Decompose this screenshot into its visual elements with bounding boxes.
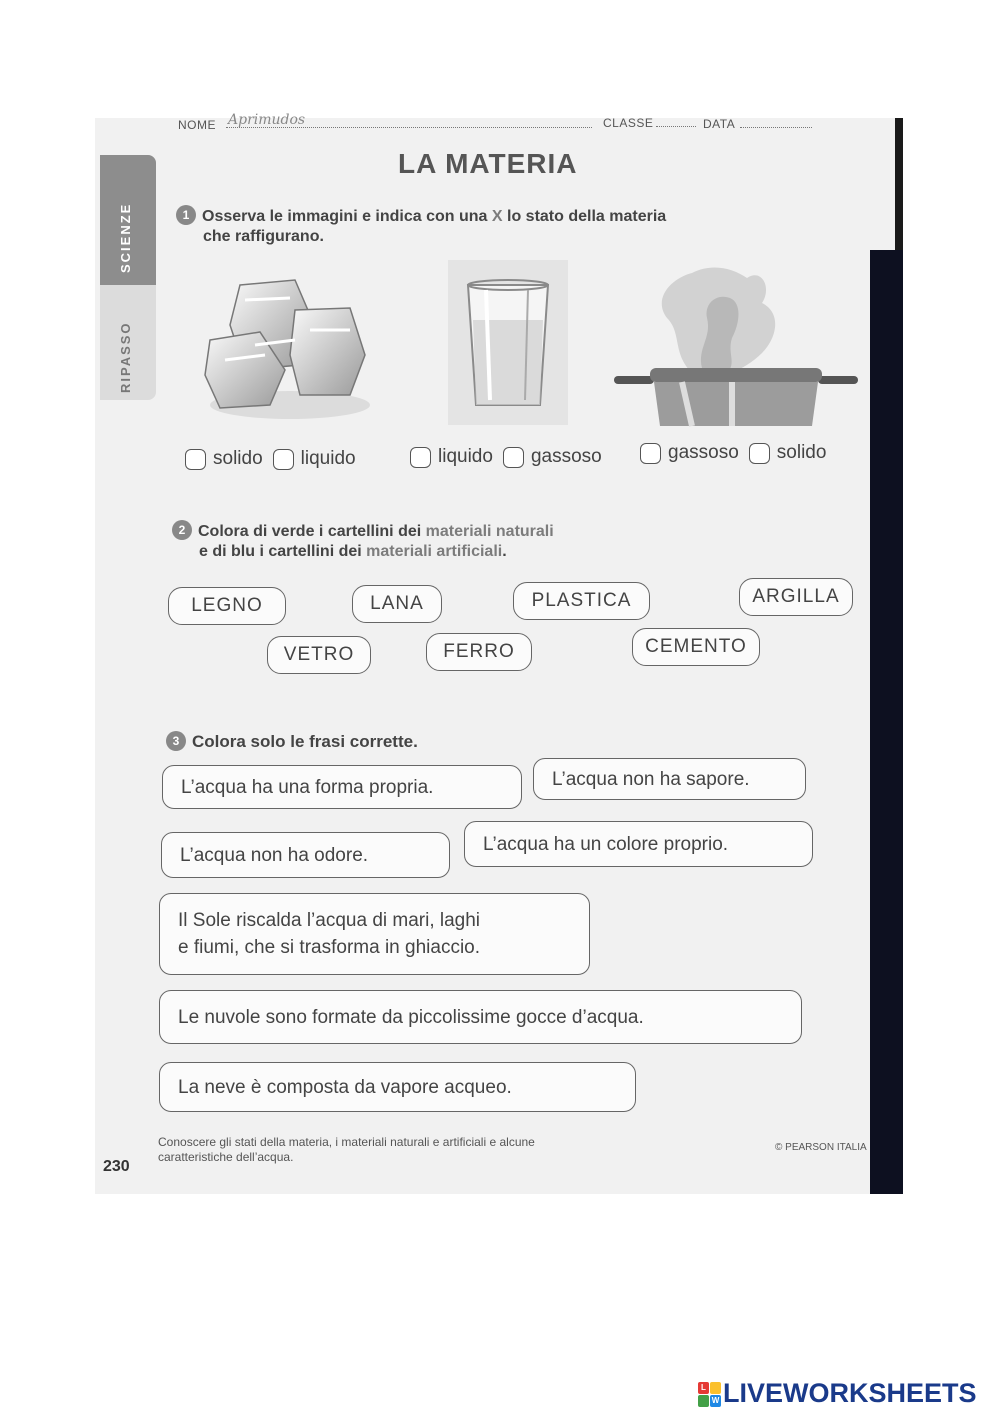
logo-letter: W (711, 1395, 720, 1405)
option-label: gassoso (530, 446, 602, 467)
data-line[interactable] (740, 127, 812, 128)
exercise2-highlight-natural: materiali naturali (425, 523, 554, 540)
exercise2-text-a: Colora di verde i cartellini dei (198, 523, 422, 540)
option-ice-solido[interactable] (185, 448, 263, 470)
exercise1-text-c: che raffigurano. (203, 228, 324, 245)
ice-cubes-image (200, 270, 375, 430)
checkbox[interactable] (185, 449, 206, 470)
option-label: gassoso (668, 442, 739, 463)
word-card-argilla[interactable]: ARGILLA (739, 578, 853, 616)
checkbox[interactable] (503, 447, 524, 468)
section-side-tab (100, 155, 156, 400)
word-card-lana[interactable]: LANA (352, 585, 442, 623)
nome-label: NOME (178, 118, 216, 132)
side-tab-ripasso: RIPASSO (118, 321, 133, 393)
liveworksheets-logo-icon (698, 1382, 720, 1406)
checkbox[interactable] (273, 449, 294, 470)
word-card-plastica[interactable]: PLASTICA (513, 582, 650, 620)
exercise1-options-pot (640, 442, 836, 464)
logo-letter: L (698, 1382, 709, 1394)
page-number: 230 (103, 1158, 130, 1175)
checkbox[interactable] (640, 443, 661, 464)
word-card-ferro[interactable]: FERRO (426, 633, 532, 671)
sentence-card-sapore[interactable]: L’acqua non ha sapore. (533, 758, 806, 800)
exercise2-instruction (172, 520, 554, 562)
option-label: solido (776, 442, 827, 463)
exercise1-number: 1 (176, 205, 196, 225)
checkbox[interactable] (749, 443, 770, 464)
exercise1-instruction (176, 205, 666, 247)
nome-line[interactable] (226, 127, 592, 128)
option-ice-liquido[interactable] (273, 448, 356, 470)
footer-line-2: caratteristiche dell’acqua. (158, 1150, 294, 1164)
checkbox[interactable] (410, 447, 431, 468)
sentence-card-nuvole[interactable]: Le nuvole sono formate da piccolissime gocce d’acqua. (159, 990, 802, 1044)
steaming-pot-image (612, 258, 860, 428)
exercise2-text-b: e di blu i cartellini dei (199, 543, 362, 560)
option-pot-solido[interactable] (749, 442, 827, 464)
sentence-card-colore[interactable]: L’acqua ha un colore proprio. (464, 821, 813, 867)
exercise3-text: Colora solo le frasi corrette. (192, 732, 418, 751)
sentence-line: e fiumi, che si trasforma in ghiaccio. (178, 937, 481, 958)
exercise3-instruction (166, 731, 418, 752)
water-glass-image (448, 260, 568, 425)
classe-label: CLASSE (603, 116, 654, 130)
option-glass-liquido[interactable] (410, 446, 493, 468)
footer-description (158, 1135, 718, 1165)
exercise2-number: 2 (172, 520, 192, 540)
logo-block (710, 1382, 721, 1394)
copyright-notice: © PEARSON ITALIA (775, 1142, 867, 1153)
logo-block (698, 1395, 709, 1407)
liveworksheets-brand[interactable] (698, 1378, 977, 1409)
exercise1-options-ice (185, 448, 366, 470)
sentence-line: Il Sole riscalda l’acqua di mari, laghi (178, 910, 481, 931)
option-glass-gassoso[interactable] (503, 446, 602, 468)
exercise1-text-x: X (491, 208, 503, 225)
option-label: solido (213, 448, 263, 469)
word-card-vetro[interactable]: VETRO (267, 636, 371, 674)
exercise2-period: . (502, 543, 507, 560)
word-card-legno[interactable]: LEGNO (168, 587, 286, 625)
exercise1-text-a: Osserva le immagini e indica con una (202, 208, 488, 225)
option-label: liquido (300, 448, 356, 469)
exercise1-options-glass (410, 446, 612, 468)
word-card-cemento[interactable]: CEMENTO (632, 628, 760, 666)
nome-handwriting: Aprimudos (228, 112, 306, 128)
option-label: liquido (438, 446, 493, 467)
footer-line-1: Conoscere gli stati della materia, i materiali naturali e artificiali e alcune (158, 1135, 535, 1149)
data-label: DATA (703, 117, 736, 131)
exercise3-number: 3 (166, 731, 186, 751)
sentence-card-neve[interactable]: La neve è composta da vapore acqueo. (159, 1062, 636, 1112)
liveworksheets-wordmark: LIVEWORKSHEETS (723, 1378, 977, 1408)
photo-background-edge (895, 118, 903, 250)
sentence-card-forma[interactable]: L’acqua ha una forma propria. (162, 765, 522, 809)
option-pot-gassoso[interactable] (640, 442, 739, 464)
classe-line[interactable] (656, 126, 696, 127)
sentence-card-odore[interactable]: L’acqua non ha odore. (161, 832, 450, 878)
photo-background-blue (870, 250, 903, 1194)
page-title: LA MATERIA (398, 148, 578, 179)
exercise2-highlight-artificial: materiali artificiali (366, 543, 503, 560)
side-tab-scienze: SCIENZE (118, 202, 133, 273)
exercise1-text-b: lo stato della materia (507, 208, 667, 225)
sentence-card-sole[interactable] (159, 893, 590, 975)
